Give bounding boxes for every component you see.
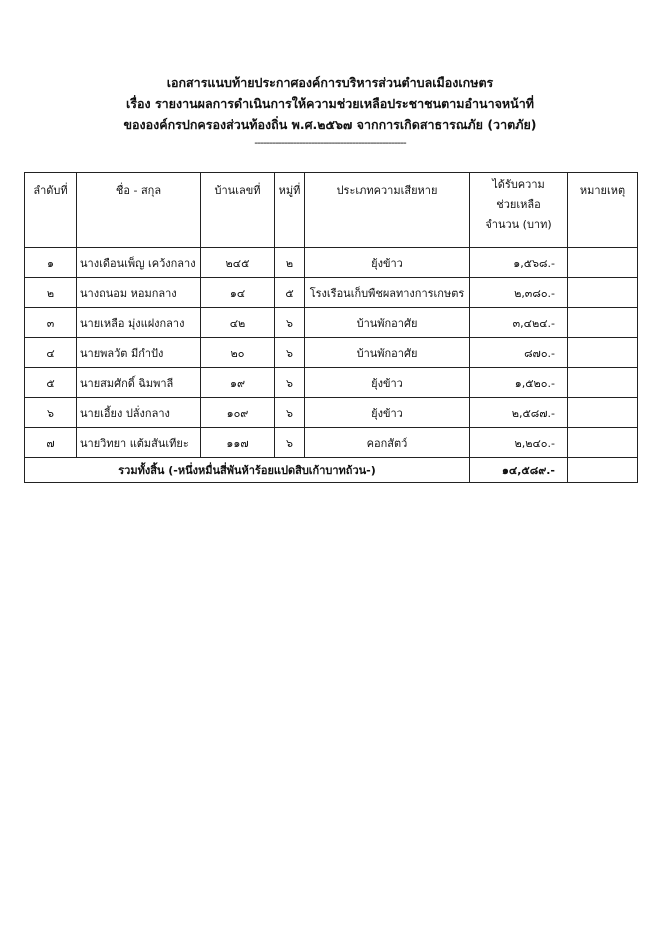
cell-moo: ๖ (275, 338, 305, 368)
table-header-row (25, 173, 638, 248)
col-header-name: ชื่อ - สกุล (77, 173, 201, 248)
header-line-2: เรื่อง รายงานผลการดำเนินการให้ความช่วยเหลือประชาชนตามอำนาจหน้าที่ (126, 96, 534, 111)
table-row (25, 308, 638, 338)
cell-name: นางเดือนเพ็ญ เคว้งกลาง (77, 248, 201, 278)
cell-house: ๑๐๙ (201, 398, 275, 428)
cell-no: ๔ (25, 338, 77, 368)
cell-name: นายวิทยา แต้มสันเทียะ (77, 428, 201, 458)
cell-name: นายเหลือ มุ่งแฝงกลาง (77, 308, 201, 338)
col-header-note: หมายเหตุ (568, 173, 638, 248)
table-row (25, 338, 638, 368)
total-row (25, 458, 638, 483)
cell-moo: ๖ (275, 368, 305, 398)
cell-amount: ๘๗๐.- (470, 338, 568, 368)
cell-amount: ๓,๔๒๔.- (470, 308, 568, 338)
cell-name: นายสมศักดิ์ ฉิมพาลี (77, 368, 201, 398)
cell-no: ๒ (25, 278, 77, 308)
cell-house: ๒๐ (201, 338, 275, 368)
cell-note (568, 398, 638, 428)
cell-moo: ๖ (275, 398, 305, 428)
header-line-1: เอกสารแนบท้ายประกาศองค์การบริหารส่วนตำบลเมืองเกษตร (166, 75, 494, 90)
header-separator: --------------------------------------------------- (254, 136, 406, 149)
total-label: รวมทั้งสิ้น (-หนึ่งหมื่นสี่พันห้าร้อยแปดสิบเก้าบาทถ้วน-) (25, 458, 470, 483)
cell-moo: ๖ (275, 308, 305, 338)
cell-note (568, 248, 638, 278)
table-row (25, 398, 638, 428)
cell-type: คอกสัตว์ (305, 428, 470, 458)
cell-amount: ๒,๓๘๐.- (470, 278, 568, 308)
cell-amount: ๒,๒๔๐.- (470, 428, 568, 458)
cell-type: โรงเรือนเก็บพืชผลทางการเกษตร (305, 278, 470, 308)
table-row (25, 368, 638, 398)
col-header-house: บ้านเลขที่ (201, 173, 275, 248)
cell-no: ๖ (25, 398, 77, 428)
cell-no: ๗ (25, 428, 77, 458)
total-amount: ๑๔,๕๘๙.- (470, 458, 568, 483)
cell-type: ยุ้งข้าว (305, 248, 470, 278)
total-note (568, 458, 638, 483)
cell-no: ๕ (25, 368, 77, 398)
cell-note (568, 368, 638, 398)
cell-type: ยุ้งข้าว (305, 368, 470, 398)
cell-amount: ๑,๕๖๘.- (470, 248, 568, 278)
table-row (25, 428, 638, 458)
cell-note (568, 428, 638, 458)
cell-note (568, 278, 638, 308)
cell-name: นายเอี้ยง ปลั่งกลาง (77, 398, 201, 428)
cell-type: บ้านพักอาศัย (305, 308, 470, 338)
col-header-moo: หมู่ที่ (275, 173, 305, 248)
cell-moo: ๖ (275, 428, 305, 458)
col-header-no: ลำดับที่ (25, 173, 77, 248)
cell-note (568, 308, 638, 338)
col-header-amount (470, 173, 568, 248)
cell-house: ๔๒ (201, 308, 275, 338)
document-header (0, 72, 660, 151)
col-header-type: ประเภทความเสียหาย (305, 173, 470, 248)
col-header-amount-line-2: ช่วยเหลือ (496, 198, 541, 211)
cell-house: ๒๔๕ (201, 248, 275, 278)
table-row (25, 248, 638, 278)
col-header-amount-line-3: จำนวน (บาท) (485, 218, 552, 231)
cell-type: บ้านพักอาศัย (305, 338, 470, 368)
table-row (25, 278, 638, 308)
cell-name: นายพลวัต มีกำปัง (77, 338, 201, 368)
assistance-table (24, 172, 638, 483)
cell-house: ๑๙ (201, 368, 275, 398)
cell-note (568, 338, 638, 368)
cell-name: นางถนอม หอมกลาง (77, 278, 201, 308)
cell-no: ๑ (25, 248, 77, 278)
cell-moo: ๕ (275, 278, 305, 308)
cell-type: ยุ้งข้าว (305, 398, 470, 428)
cell-house: ๑๔ (201, 278, 275, 308)
cell-amount: ๑,๕๒๐.- (470, 368, 568, 398)
cell-house: ๑๑๗ (201, 428, 275, 458)
cell-moo: ๒ (275, 248, 305, 278)
col-header-amount-line-1: ได้รับความ (492, 178, 545, 191)
cell-amount: ๒,๕๘๗.- (470, 398, 568, 428)
cell-no: ๓ (25, 308, 77, 338)
header-line-3: ขององค์กรปกครองส่วนท้องถิ่น พ.ศ.๒๕๖๗ จากการเกิดสาธารณภัย (วาตภัย) (123, 117, 537, 132)
